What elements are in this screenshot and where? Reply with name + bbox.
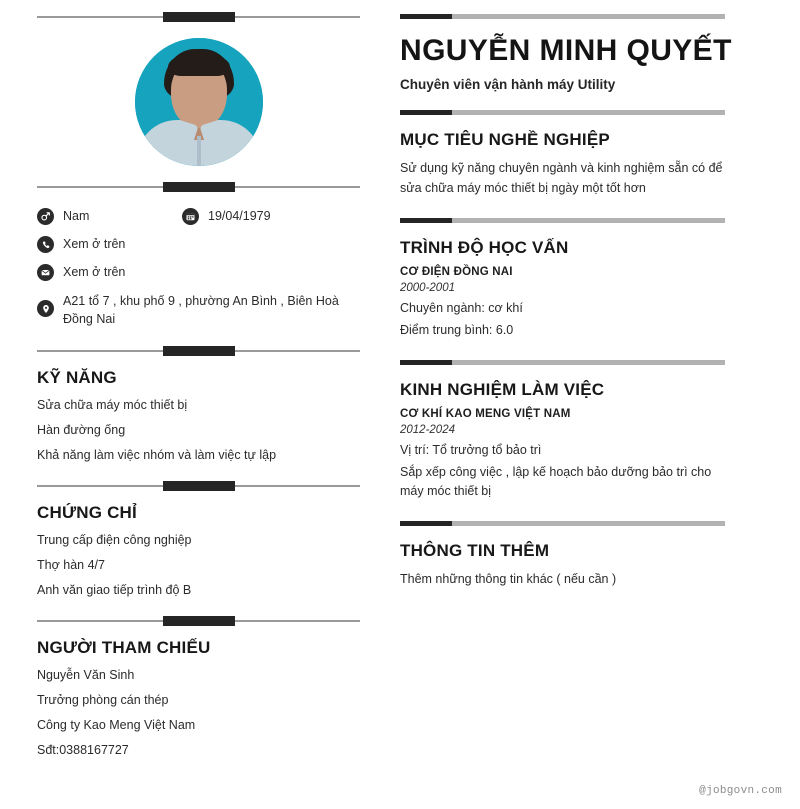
divider-knob xyxy=(163,12,235,22)
page-title: NGUYỄN MINH QUYẾT xyxy=(400,34,732,67)
contact-gender xyxy=(37,208,182,225)
objective-title: MỤC TIÊU NGHỀ NGHIỆP xyxy=(400,130,610,149)
education-title: TRÌNH ĐỘ HỌC VẤN xyxy=(400,238,569,257)
education-gpa: Điểm trung bình: 6.0 xyxy=(400,323,514,337)
divider-objective xyxy=(400,110,725,116)
list-item: Sửa chữa máy móc thiết bị xyxy=(37,398,188,412)
right-column xyxy=(400,0,800,809)
additional-title: THÔNG TIN THÊM xyxy=(400,541,550,560)
objective-text: Sử dụng kỹ năng chuyên ngành và kinh nghiệm sẵn có để sửa chữa máy móc thiết bị ngày một tốt hơn xyxy=(400,161,723,195)
list-item: Công ty Kao Meng Việt Nam xyxy=(37,718,196,732)
experience-company: CƠ KHÍ KAO MENG VIỆT NAM xyxy=(400,408,571,420)
contact-address xyxy=(37,292,355,328)
section-references xyxy=(37,616,360,758)
section-additional xyxy=(400,521,735,589)
list-item: Anh văn giao tiếp trình độ B xyxy=(37,583,192,597)
divider-experience xyxy=(400,360,725,366)
photo-placket xyxy=(197,136,201,166)
divider-knob xyxy=(163,481,235,491)
contact-row-gender-birthday xyxy=(37,208,360,225)
divider-knob xyxy=(400,360,452,365)
contact-birthday-value: 19/04/1979 xyxy=(208,209,271,223)
experience-description: Sắp xếp công việc , lập kế hoạch bảo dưỡng bảo trì cho máy móc thiết bị xyxy=(400,465,712,498)
photo-fringe xyxy=(168,54,230,76)
location-icon xyxy=(37,300,54,317)
contact-email xyxy=(37,264,125,281)
skills-title: KỸ NĂNG xyxy=(37,368,117,387)
divider-knob xyxy=(163,346,235,356)
list-item: Trung cấp điện công nghiệp xyxy=(37,533,192,547)
contact-phone xyxy=(37,236,125,253)
section-skills xyxy=(37,346,360,463)
list-item: Trưởng phòng cán thép xyxy=(37,693,169,707)
divider-knob xyxy=(400,110,452,115)
experience-title: KINH NGHIỆM LÀM VIỆC xyxy=(400,380,605,399)
section-certificates xyxy=(37,481,360,598)
divider-additional xyxy=(400,521,725,527)
experience-position: Vị trí: Tổ trưởng tổ bảo trì xyxy=(400,443,542,457)
divider-knob xyxy=(400,218,452,223)
divider-knob xyxy=(163,616,235,626)
email-icon xyxy=(37,264,54,281)
job-subtitle: Chuyên viên vận hành máy Utility xyxy=(400,77,616,92)
list-item: Khả năng làm việc nhóm và làm việc tự lập xyxy=(37,448,277,462)
education-major: Chuyên ngành: cơ khí xyxy=(400,301,523,315)
list-item: Sđt:0388167727 xyxy=(37,743,129,757)
column-gap xyxy=(360,0,400,809)
divider-knob xyxy=(400,14,452,19)
profile-photo xyxy=(135,38,263,166)
certificates-title: CHỨNG CHỈ xyxy=(37,503,137,522)
divider-skills xyxy=(37,346,360,356)
contact-row-phone xyxy=(37,236,360,253)
additional-text: Thêm những thông tin khác ( nếu cần ) xyxy=(400,572,617,586)
list-item: Thợ hàn 4/7 xyxy=(37,558,105,572)
divider-top-left xyxy=(37,12,360,22)
list-item: Hàn đường ống xyxy=(37,423,126,437)
contact-block xyxy=(37,192,360,328)
divider-certificates xyxy=(37,481,360,491)
divider-top-right xyxy=(400,14,725,20)
section-objective xyxy=(400,110,735,198)
contact-gender-value: Nam xyxy=(63,209,90,223)
contact-birthday xyxy=(182,208,271,225)
divider-education xyxy=(400,218,725,224)
phone-icon xyxy=(37,236,54,253)
watermark: @jobgovn.com xyxy=(699,785,782,797)
section-education xyxy=(400,218,735,340)
divider-references xyxy=(37,616,360,626)
education-school: CƠ ĐIỆN ĐỒNG NAI xyxy=(400,266,513,278)
list-item: Nguyễn Văn Sinh xyxy=(37,668,135,682)
left-column xyxy=(0,0,360,809)
divider-knob xyxy=(400,521,452,526)
profile-photo-wrap xyxy=(37,22,360,182)
contact-phone-value: Xem ở trên xyxy=(63,237,126,251)
education-dates: 2000-2001 xyxy=(400,282,455,294)
section-experience xyxy=(400,360,735,501)
contact-row-address xyxy=(37,292,360,328)
divider-below-photo xyxy=(37,182,360,192)
contact-row-email xyxy=(37,264,360,281)
experience-dates: 2012-2024 xyxy=(400,424,455,436)
divider-knob xyxy=(163,182,235,192)
contact-email-value: Xem ở trên xyxy=(63,265,126,279)
references-title: NGƯỜI THAM CHIẾU xyxy=(37,638,211,657)
gender-icon xyxy=(37,208,54,225)
contact-address-value: A21 tổ 7 , khu phố 9 , phường An Bình , Biên Hoà Đồng Nai xyxy=(63,294,339,326)
calendar-icon xyxy=(182,208,199,225)
